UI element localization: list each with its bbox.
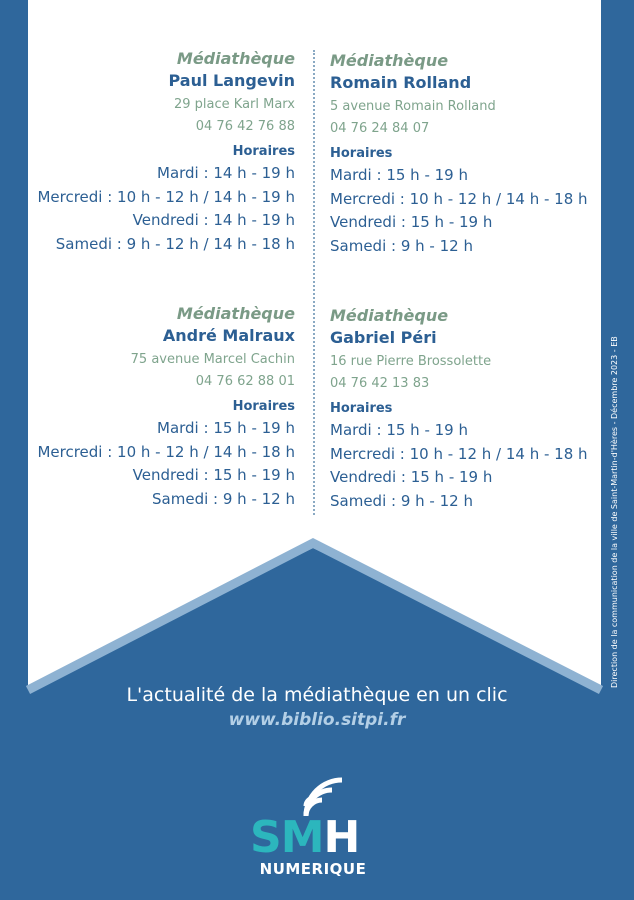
library-card-paul-langevin: [10, 48, 295, 256]
hours-line: Mercredi : 10 h - 12 h / 14 h - 19 h: [37, 187, 295, 206]
library-kind: Médiathèque: [176, 49, 295, 68]
hours-line: Mardi : 15 h - 19 h: [330, 166, 468, 184]
hours-list: [330, 419, 615, 513]
hours-list: [10, 162, 295, 256]
hours-title: Horaires: [232, 399, 295, 414]
credit-line: Direction de la communication de la ville de Saint-Martin-d'Hères - Décembre 2023 - EB: [610, 336, 619, 688]
tagline: L'actualité de la médiathèque en un clic: [126, 684, 508, 706]
logo-h-letter: H: [323, 812, 360, 863]
logo-sm-letters: SM: [250, 812, 324, 863]
hours-title: Horaires: [330, 401, 393, 416]
library-address: 75 avenue Marcel Cachin: [130, 352, 295, 367]
library-phone: 04 76 24 84 07: [330, 121, 430, 136]
hours-line: Vendredi : 15 h - 19 h: [132, 466, 295, 484]
library-name: Romain Rolland: [330, 73, 472, 92]
hours-title: Horaires: [330, 146, 393, 161]
hours-list: [330, 164, 615, 258]
library-name: Gabriel Péri: [330, 328, 437, 347]
hours-line: Vendredi : 14 h - 19 h: [132, 211, 295, 229]
library-address: 5 avenue Romain Rolland: [330, 99, 496, 114]
hours-line: Mercredi : 10 h - 12 h / 14 h - 18 h: [330, 444, 588, 463]
library-phone: 04 76 42 76 88: [195, 119, 295, 134]
hours-title: Horaires: [232, 144, 295, 159]
hours-line: Mardi : 15 h - 19 h: [157, 419, 295, 437]
logo-subtitle: NUMERIQUE: [259, 860, 367, 878]
library-phone: 04 76 42 13 83: [330, 376, 430, 391]
hours-line: Mercredi : 10 h - 12 h / 14 h - 18 h: [37, 442, 295, 461]
library-card-andre-malraux: [10, 303, 295, 511]
library-card-romain-rolland: [330, 50, 615, 258]
library-kind: Médiathèque: [330, 51, 449, 70]
hours-line: Vendredi : 15 h - 19 h: [330, 468, 493, 486]
hours-line: Mardi : 14 h - 19 h: [157, 164, 295, 182]
library-kind: Médiathèque: [176, 304, 295, 323]
hours-line: Samedi : 9 h - 12 h / 14 h - 18 h: [55, 234, 295, 253]
logo-letters: [250, 814, 359, 862]
library-kind: Médiathèque: [330, 306, 449, 325]
library-address: 29 place Karl Marx: [173, 97, 295, 112]
hours-line: Samedi : 9 h - 12 h: [330, 491, 473, 510]
library-card-gabriel-peri: [330, 305, 615, 513]
hours-line: Samedi : 9 h - 12 h: [152, 489, 295, 508]
smh-numerique-logo: [240, 770, 390, 890]
library-name: André Malraux: [162, 326, 295, 345]
library-name: Paul Langevin: [168, 71, 295, 90]
hours-line: Samedi : 9 h - 12 h: [330, 236, 473, 255]
column-divider: [313, 50, 315, 515]
hours-list: [10, 417, 295, 511]
library-phone: 04 76 62 88 01: [195, 374, 295, 389]
website-link[interactable]: www.biblio.sitpi.fr: [228, 710, 406, 730]
library-address: 16 rue Pierre Brossolette: [330, 354, 492, 369]
hours-line: Vendredi : 15 h - 19 h: [330, 213, 493, 231]
hours-line: Mercredi : 10 h - 12 h / 14 h - 18 h: [330, 189, 588, 208]
hours-line: Mardi : 15 h - 19 h: [330, 421, 468, 439]
